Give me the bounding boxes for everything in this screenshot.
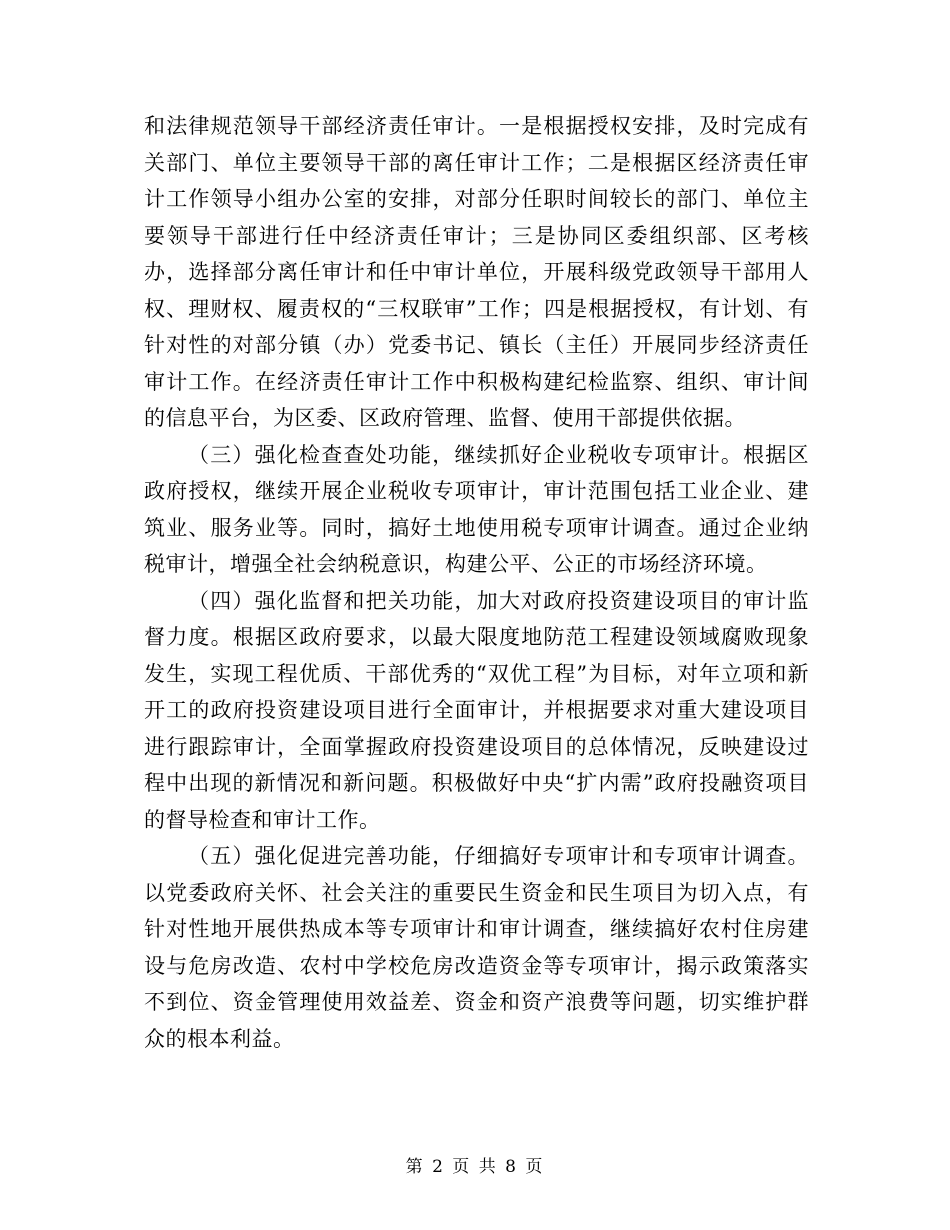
paragraph-4: （五）强化促进完善功能，仔细搞好专项审计和专项审计调查。以党委政府关怀、社会关注的重要民生资金和民生项目为切入点，有针对性地开展供热成本等专项审计和审计调查，继续搞好农村住房建设与危房改造、农村中学校危房改造资金等专项审计，揭示政策落实不到位、资金管理使用效益差、资金和资产浪费等问题，切实维护群众的根本利益。 xyxy=(144,844,809,1051)
page-number-footer: 第 2 页 共 8 页 xyxy=(405,1157,545,1177)
paragraph-3: （四）强化监督和把关功能，加大对政府投资建设项目的审计监督力度。根据区政府要求，以最大限度地防范工程建设领域腐败现象发生，实现工程优质、干部优秀的“双优工程”为目标，对年立项和新开工的政府投资建设项目进行全面审计，并根据要求对重大建设项目进行跟踪审计，全面掌握政府投资建设项目的总体情况，反映建设过程中出现的新情况和新问题。积极做好中央“扩内需”政府投融资项目的督导检查和审计工作。 xyxy=(144,588,809,832)
paragraph-2: （三）强化检查查处功能，继续抓好企业税收专项审计。根据区政府授权，继续开展企业税收专项审计，审计范围包括工业企业、建筑业、服务业等。同时，搞好土地使用税专项审计调查。通过企业纳税审计，增强全社会纳税意识，构建公平、公正的市场经济环境。 xyxy=(144,442,809,576)
paragraph-1: 和法律规范领导干部经济责任审计。一是根据授权安排，及时完成有关部门、单位主要领导干部的离任审计工作；二是根据区经济责任审计工作领导小组办公室的安排，对部分任职时间较长的部门、单位主要领导干部进行任中经济责任审计；三是协同区委组织部、区考核办，选择部分离任审计和任中审计单位，开展科级党政领导干部用人权、理财权、履责权的“三权联审”工作；四是根据授权，有计划、有针对性的对部分镇（办）党委书记、镇长（主任）开展同步经济责任审计工作。在经济责任审计工作中积极构建纪检监察、组织、审计间的信息平台，为区委、区政府管理、监督、使用干部提供依据。 xyxy=(144,114,809,430)
document-body xyxy=(144,108,809,1057)
